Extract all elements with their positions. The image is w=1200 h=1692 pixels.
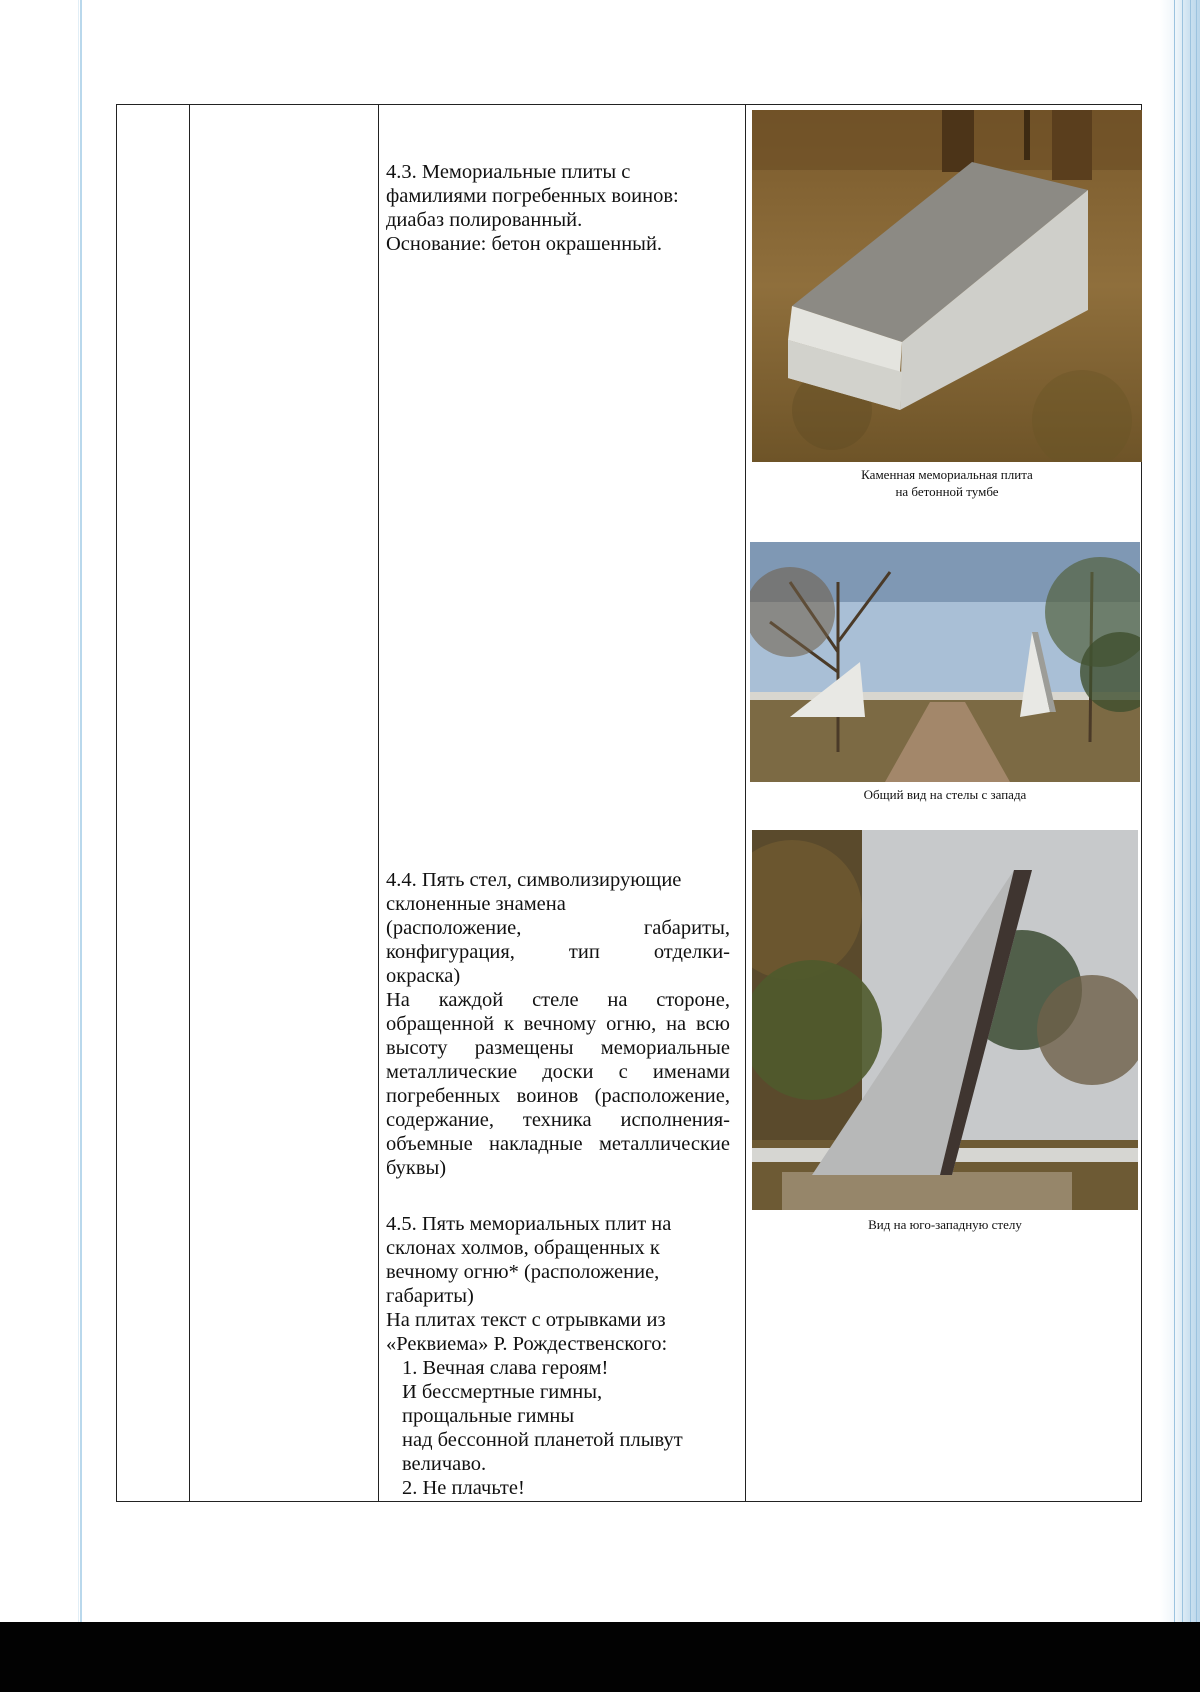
section-4-4-line-c: окраска)	[386, 965, 461, 987]
section-4-4-line-a	[386, 916, 730, 940]
scan-bottom-bar	[0, 1622, 1200, 1692]
poem-line: И бессмертные гимны,	[402, 1381, 603, 1403]
photo-southwest-stele	[752, 830, 1138, 1210]
section-4-3	[386, 160, 730, 256]
text-fragment: отделки-	[653, 941, 730, 963]
table-column-divider	[745, 105, 746, 1501]
photo-memorial-slab	[752, 110, 1142, 462]
photo-caption	[752, 1216, 1138, 1233]
table-column-divider	[378, 105, 379, 1501]
poem-excerpt	[386, 1356, 730, 1380]
section-4-3-base: Основание: бетон окрашенный.	[386, 233, 663, 255]
text-fragment: тип	[568, 941, 600, 963]
photo-caption	[750, 786, 1140, 803]
caption-line: на бетонной тумбе	[895, 484, 999, 499]
section-4-5-title: 4.5. Пять мемориальных плит на склонах холмов, обращенных к вечному огню* (расположение, габариты)	[386, 1213, 672, 1307]
text-fragment: (расположение,	[386, 917, 522, 939]
section-4-4-body: На каждой стеле на стороне, обращенной к вечному огню, на всю высоту размещены мемориальные металлические доски с именами погребенных воинов (расположение, содержание, техника исполнения- объемные накладные металлические буквы)	[386, 989, 730, 1179]
section-4-3-title: 4.3. Мемориальные плиты с фамилиями погребенных воинов: диабаз полированный.	[386, 161, 679, 231]
section-4-4	[386, 868, 730, 1180]
table-column-divider	[189, 105, 190, 1501]
scan-artifact-edge	[1160, 0, 1200, 1625]
poem-line: над бессонной планетой плывут	[402, 1429, 683, 1451]
text-fragment: конфигурация,	[386, 941, 515, 963]
section-4-5-intro: На плитах текст с отрывками из «Реквиема» Р. Рождественского:	[386, 1309, 668, 1355]
poem-line: 1. Вечная слава героям!	[402, 1357, 609, 1379]
caption-line: Вид на юго-западную стелу	[868, 1217, 1022, 1232]
poem-line: прощальные гимны	[402, 1405, 575, 1427]
poem-excerpt	[386, 1380, 730, 1500]
scan-artifact-line	[80, 0, 82, 1625]
poem-line: 2. Не плачьте!	[402, 1477, 525, 1499]
scan-artifact-line	[78, 0, 79, 1625]
photo-caption	[752, 466, 1142, 500]
poem-line: величаво.	[402, 1453, 487, 1475]
section-4-5	[386, 1212, 730, 1500]
caption-line: Общий вид на стелы с запада	[863, 787, 1027, 802]
caption-line: Каменная мемориальная плита	[861, 467, 1033, 482]
section-4-4-line-b	[386, 940, 730, 964]
text-fragment: габариты,	[643, 917, 730, 939]
section-4-4-title: 4.4. Пять стел, символизирующие склоненные знамена	[386, 869, 682, 915]
photo-stelae-west-view	[750, 542, 1140, 782]
